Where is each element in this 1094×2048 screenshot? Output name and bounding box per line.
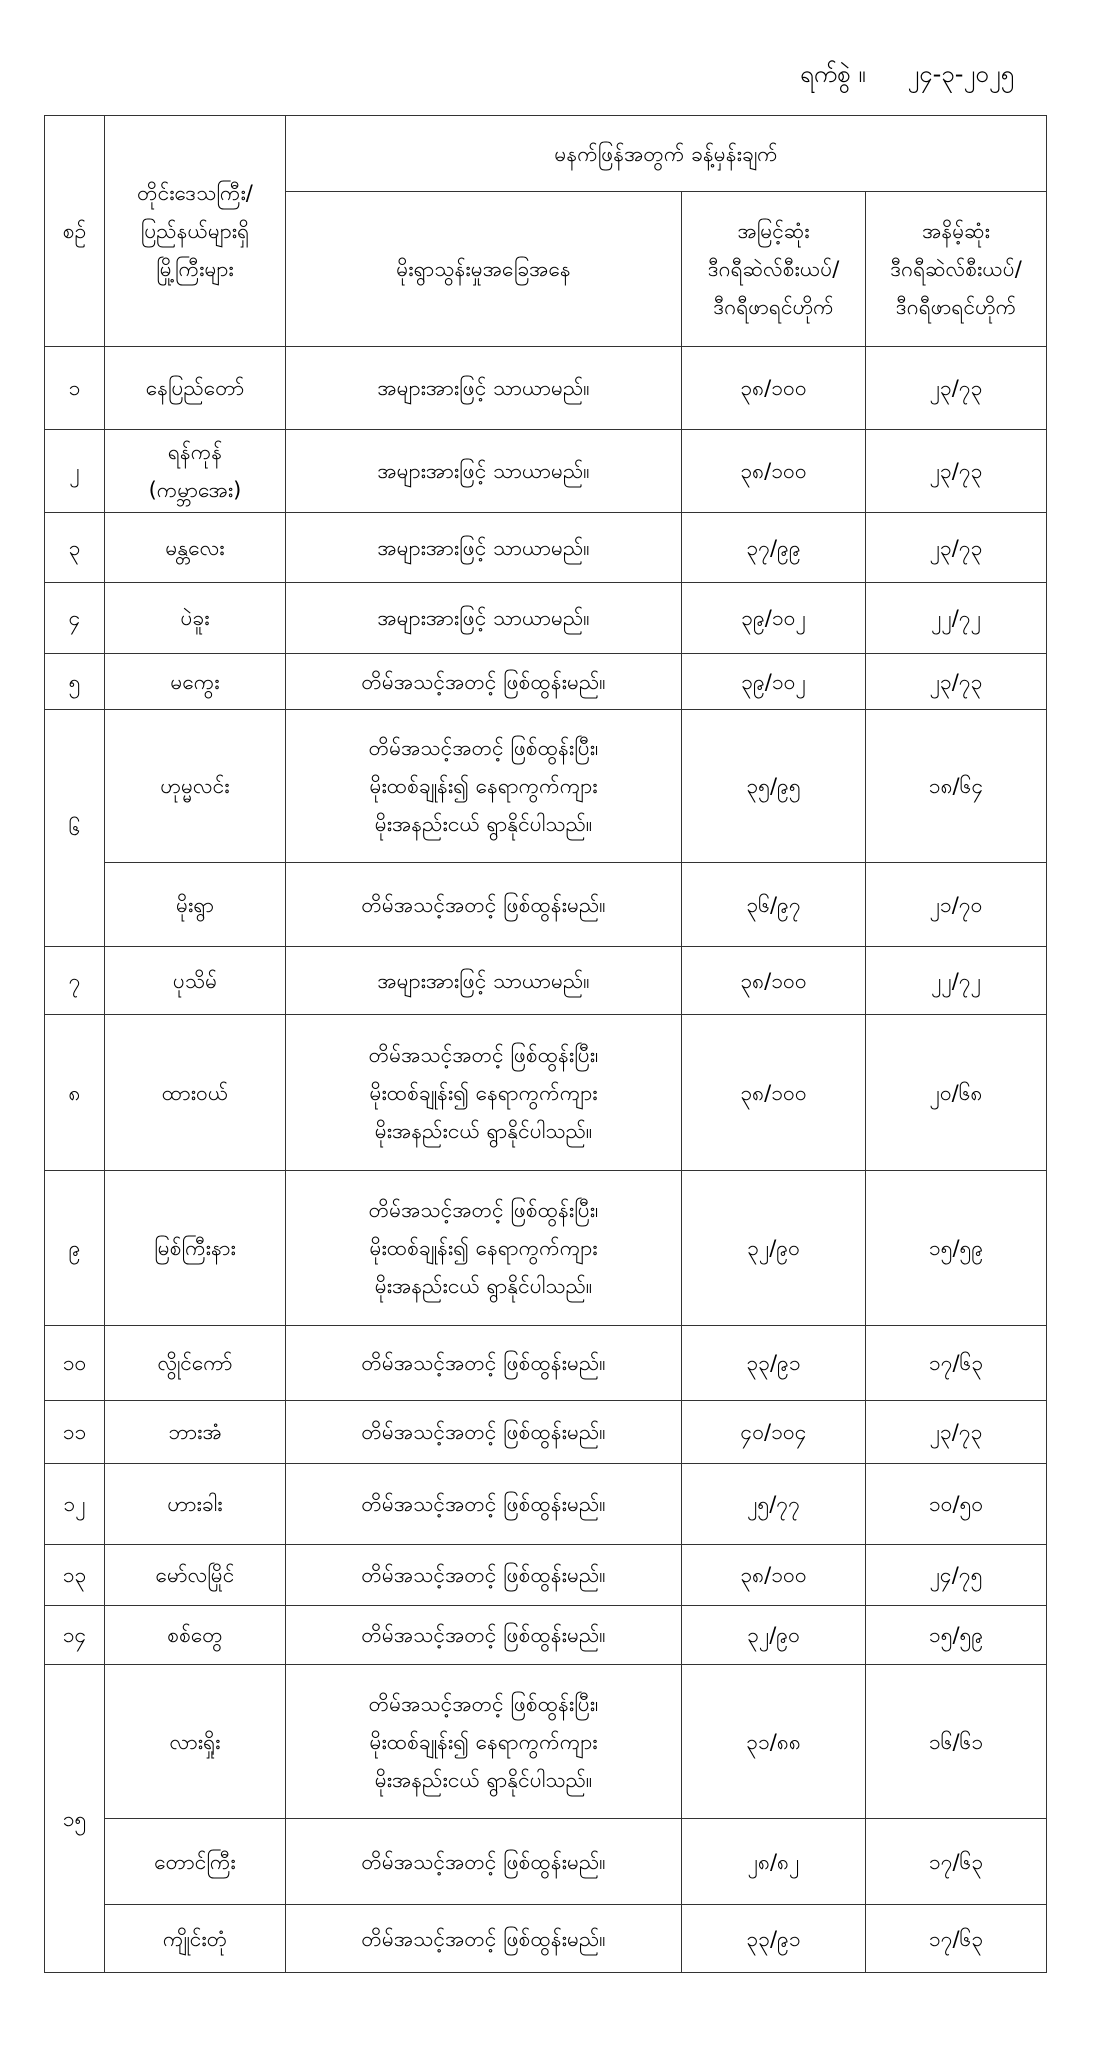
min-temp-cell: ၁၀/၅၀ bbox=[866, 1464, 1047, 1545]
condition-cell bbox=[286, 1665, 682, 1819]
condition-cell bbox=[286, 583, 682, 654]
condition-cell bbox=[286, 430, 682, 513]
condition-line: မိုးထစ်ချုန်း၍ နေရာကွက်ကျား bbox=[369, 1729, 598, 1754]
max-temp-cell: ၃၃/၉၁ bbox=[682, 1905, 866, 1973]
condition-line: တိမ်အသင့်အတင့် ဖြစ်ထွန်းမည်။ bbox=[361, 892, 606, 917]
city-line: မကွေး bbox=[170, 669, 220, 694]
condition-line: တိမ်အသင့်အတင့် ဖြစ်ထွန်းပြီး၊ bbox=[368, 1042, 599, 1067]
table-row bbox=[45, 430, 1047, 513]
serial-cell: ၅ bbox=[45, 654, 105, 710]
min-temp-cell: ၂၄/၇၅ bbox=[866, 1545, 1047, 1606]
table-row bbox=[45, 1545, 1047, 1606]
city-cell bbox=[105, 513, 286, 583]
city-line: ပဲခူး bbox=[180, 606, 210, 630]
table-row bbox=[45, 513, 1047, 583]
min-temp-cell: ၂၃/၇၃ bbox=[866, 654, 1047, 710]
city-cell bbox=[105, 1401, 286, 1464]
city-cell bbox=[105, 1171, 286, 1326]
serial-cell: ၁၀ bbox=[45, 1326, 105, 1401]
city-line: စစ်တွေ bbox=[167, 1623, 223, 1647]
city-line: ထားဝယ် bbox=[161, 1080, 229, 1105]
max-temp-cell: ၃၂/၉၀ bbox=[682, 1171, 866, 1326]
condition-line: တိမ်အသင့်အတင့် ဖြစ်ထွန်းမည်။ bbox=[361, 1926, 606, 1951]
city-cell bbox=[105, 1545, 286, 1606]
serial-cell: ၉ bbox=[45, 1171, 105, 1326]
serial-cell: ၁၄ bbox=[45, 1606, 105, 1665]
header-min-line: ဒီဂရီဖာရင်ဟိုက် bbox=[895, 295, 1017, 319]
max-temp-cell: ၃၂/၉၀ bbox=[682, 1606, 866, 1665]
header-forecast: မနက်ဖြန်အတွက် ခန့်မှန်းချက် bbox=[286, 116, 1047, 192]
city-cell bbox=[105, 1905, 286, 1973]
max-temp-cell: ၃၈/၁၀၀ bbox=[682, 347, 866, 430]
condition-cell bbox=[286, 1464, 682, 1545]
serial-cell: ၁၅ bbox=[45, 1665, 105, 1973]
max-temp-cell: ၃၈/၁၀၀ bbox=[682, 430, 866, 513]
condition-line: တိမ်အသင့်အတင့် ဖြစ်ထွန်းမည်။ bbox=[361, 1351, 606, 1375]
city-line: (ကမ္ဘာအေး) bbox=[148, 478, 242, 502]
condition-line: တိမ်အသင့်အတင့် ဖြစ်ထွန်းမည်။ bbox=[361, 1492, 606, 1516]
condition-cell bbox=[286, 1401, 682, 1464]
serial-cell: ၁၂ bbox=[45, 1464, 105, 1545]
city-cell bbox=[105, 654, 286, 710]
header-serial: စဉ် bbox=[45, 116, 105, 347]
condition-cell bbox=[286, 654, 682, 710]
condition-line: မိုးထစ်ချုန်း၍ နေရာကွက်ကျား bbox=[369, 1236, 598, 1260]
condition-line: မိုးအနည်းငယ် ရွာနိုင်ပါသည်။ bbox=[374, 1274, 593, 1298]
table-row bbox=[45, 1171, 1047, 1326]
condition-cell bbox=[286, 1326, 682, 1401]
condition-line: မိုးထစ်ချုန်း၍ နေရာကွက်ကျား bbox=[369, 774, 598, 798]
header-max-line: ဒီဂရီဆဲလ်စီးယပ်/ bbox=[707, 257, 840, 281]
min-temp-cell: ၂၁/၇၀ bbox=[866, 863, 1047, 947]
max-temp-cell: ၃၅/၉၅ bbox=[682, 710, 866, 863]
min-temp-cell: ၁၈/၆၄ bbox=[866, 710, 1047, 863]
min-temp-cell: ၂၃/၇၃ bbox=[866, 430, 1047, 513]
table-row bbox=[45, 347, 1047, 430]
header-region-line: ပြည်နယ်များရှိ bbox=[140, 219, 250, 243]
condition-line: တိမ်အသင့်အတင့် ဖြစ်ထွန်းပြီး၊ bbox=[368, 736, 599, 760]
condition-line: တိမ်အသင့်အတင့် ဖြစ်ထွန်းမည်။ bbox=[361, 1623, 606, 1647]
table-row bbox=[45, 1905, 1047, 1973]
serial-cell: ၃ bbox=[45, 513, 105, 583]
city-line: ဟုမ္မလင်း bbox=[160, 774, 230, 798]
table-body bbox=[45, 347, 1047, 1973]
city-line: ဘားအံ bbox=[168, 1420, 222, 1444]
min-temp-cell: ၁၅/၅၉ bbox=[866, 1606, 1047, 1665]
condition-cell bbox=[286, 1545, 682, 1606]
forecast-table bbox=[44, 115, 1047, 1973]
city-line: တောင်ကြီး bbox=[154, 1849, 236, 1874]
city-cell bbox=[105, 1326, 286, 1401]
max-temp-cell: ၃၈/၁၀၀ bbox=[682, 1015, 866, 1171]
table-row bbox=[45, 1606, 1047, 1665]
condition-cell bbox=[286, 947, 682, 1015]
city-cell bbox=[105, 1606, 286, 1665]
table-row bbox=[45, 1819, 1047, 1905]
header-min-line: အနိမ့်ဆုံး bbox=[922, 219, 990, 243]
condition-line: အများအားဖြင့် သာယာမည်။ bbox=[377, 968, 590, 993]
condition-cell bbox=[286, 1905, 682, 1973]
city-line: မြစ်ကြီးနား bbox=[154, 1236, 236, 1260]
city-cell bbox=[105, 710, 286, 863]
condition-cell bbox=[286, 1171, 682, 1326]
condition-line: အများအားဖြင့် သာယာမည်။ bbox=[377, 376, 590, 400]
city-cell bbox=[105, 347, 286, 430]
min-temp-cell: ၂၃/၇၃ bbox=[866, 347, 1047, 430]
min-temp-cell: ၂၀/၆၈ bbox=[866, 1015, 1047, 1171]
table-row bbox=[45, 863, 1047, 947]
table-row bbox=[45, 1464, 1047, 1545]
table-row bbox=[45, 710, 1047, 863]
max-temp-cell: ၄၀/၁၀၄ bbox=[682, 1401, 866, 1464]
condition-cell bbox=[286, 1015, 682, 1171]
header-region bbox=[105, 116, 286, 347]
header-region-line: တိုင်းဒေသကြီး/ bbox=[137, 181, 253, 205]
table-row bbox=[45, 1326, 1047, 1401]
city-cell bbox=[105, 1464, 286, 1545]
city-cell bbox=[105, 583, 286, 654]
header-condition: မိုးရွာသွန်းမှုအခြေအနေ bbox=[286, 192, 682, 347]
table-row bbox=[45, 1015, 1047, 1171]
min-temp-cell: ၁၆/၆၁ bbox=[866, 1665, 1047, 1819]
city-cell bbox=[105, 1819, 286, 1905]
condition-line: တိမ်အသင့်အတင့် ဖြစ်ထွန်းပြီး၊ bbox=[368, 1198, 599, 1222]
city-line: ကျိုင်းတုံ bbox=[162, 1926, 228, 1951]
header-max-line: အမြင့်ဆုံး bbox=[737, 219, 810, 243]
condition-line: မိုးအနည်းငယ် ရွာနိုင်ပါသည်။ bbox=[374, 1767, 593, 1792]
max-temp-cell: ၃၈/၁၀၀ bbox=[682, 947, 866, 1015]
city-cell bbox=[105, 863, 286, 947]
city-cell bbox=[105, 947, 286, 1015]
condition-line: အများအားဖြင့် သာယာမည်။ bbox=[377, 459, 590, 483]
city-cell bbox=[105, 1665, 286, 1819]
condition-line: အများအားဖြင့် သာယာမည်။ bbox=[377, 535, 590, 560]
condition-line: တိမ်အသင့်အတင့် ဖြစ်ထွန်းမည်။ bbox=[361, 1563, 606, 1587]
min-temp-cell: ၁၇/၆၃ bbox=[866, 1905, 1047, 1973]
city-line: မန္တလေး bbox=[165, 535, 225, 560]
city-cell bbox=[105, 430, 286, 513]
city-line: ရန်ကုန် bbox=[167, 440, 223, 464]
table-row bbox=[45, 947, 1047, 1015]
date-line bbox=[800, 58, 1014, 94]
condition-line: မိုးအနည်းငယ် ရွာနိုင်ပါသည်။ bbox=[374, 1118, 593, 1143]
city-line: မိုးရွာ bbox=[175, 892, 215, 917]
max-temp-cell: ၃၇/၉၉ bbox=[682, 513, 866, 583]
min-temp-cell: ၂၂/၇၂ bbox=[866, 947, 1047, 1015]
condition-cell bbox=[286, 863, 682, 947]
max-temp-cell: ၃၁/၈၈ bbox=[682, 1665, 866, 1819]
city-line: နေပြည်တော် bbox=[145, 376, 245, 400]
table-row bbox=[45, 1665, 1047, 1819]
max-temp-cell: ၃၃/၉၁ bbox=[682, 1326, 866, 1401]
condition-cell bbox=[286, 1819, 682, 1905]
serial-cell: ၇ bbox=[45, 947, 105, 1015]
condition-cell bbox=[286, 513, 682, 583]
header-max-line: ဒီဂရီဖာရင်ဟိုက် bbox=[713, 295, 834, 319]
condition-line: မိုးအနည်းငယ် ရွာနိုင်ပါသည်။ bbox=[374, 812, 593, 836]
max-temp-cell: ၂၅/၇၇ bbox=[682, 1464, 866, 1545]
max-temp-cell: ၃၉/၁၀၂ bbox=[682, 583, 866, 654]
header-region-line: မြို့ကြီးများ bbox=[156, 257, 234, 281]
table-row bbox=[45, 654, 1047, 710]
table-row bbox=[45, 583, 1047, 654]
max-temp-cell: ၃၈/၁၀၀ bbox=[682, 1545, 866, 1606]
serial-cell: ၈ bbox=[45, 1015, 105, 1171]
min-temp-cell: ၂၃/၇၃ bbox=[866, 513, 1047, 583]
city-line: ပုသိမ် bbox=[172, 968, 218, 993]
city-line: လွိုင်ကော် bbox=[157, 1351, 233, 1375]
condition-line: တိမ်အသင့်အတင့် ဖြစ်ထွန်းပြီး၊ bbox=[368, 1691, 599, 1716]
condition-line: အများအားဖြင့် သာယာမည်။ bbox=[377, 606, 590, 630]
city-line: ဟားခါး bbox=[167, 1492, 223, 1516]
min-temp-cell: ၂၂/၇၂ bbox=[866, 583, 1047, 654]
min-temp-cell: ၁၇/၆၃ bbox=[866, 1819, 1047, 1905]
condition-line: မိုးထစ်ချုန်း၍ နေရာကွက်ကျား bbox=[369, 1080, 598, 1105]
city-cell bbox=[105, 1015, 286, 1171]
min-temp-cell: ၂၃/၇၃ bbox=[866, 1401, 1047, 1464]
max-temp-cell: ၃၆/၉၇ bbox=[682, 863, 866, 947]
max-temp-cell: ၂၈/၈၂ bbox=[682, 1819, 866, 1905]
header-min-line: ဒီဂရီဆဲလ်စီးယပ်/ bbox=[890, 257, 1022, 281]
min-temp-cell: ၁၅/၅၉ bbox=[866, 1171, 1047, 1326]
table-row bbox=[45, 1401, 1047, 1464]
condition-line: တိမ်အသင့်အတင့် ဖြစ်ထွန်းမည်။ bbox=[361, 1420, 606, 1444]
condition-cell bbox=[286, 1606, 682, 1665]
city-line: လားရှိုး bbox=[169, 1729, 221, 1754]
serial-cell: ၁၃ bbox=[45, 1545, 105, 1606]
condition-line: တိမ်အသင့်အတင့် ဖြစ်ထွန်းမည်။ bbox=[361, 669, 606, 694]
city-line: မော်လမြိုင် bbox=[155, 1563, 235, 1587]
max-temp-cell: ၃၉/၁၀၂ bbox=[682, 654, 866, 710]
serial-cell: ၂ bbox=[45, 430, 105, 513]
header-max bbox=[682, 192, 866, 347]
serial-cell: ၁ bbox=[45, 347, 105, 430]
date-value: ၂၄-၃-၂၀၂၅ bbox=[907, 60, 1014, 88]
date-label: ရက်စွဲ ။ bbox=[800, 60, 866, 88]
header-min bbox=[866, 192, 1047, 347]
condition-line: တိမ်အသင့်အတင့် ဖြစ်ထွန်းမည်။ bbox=[361, 1849, 606, 1874]
min-temp-cell: ၁၇/၆၃ bbox=[866, 1326, 1047, 1401]
serial-cell: ၄ bbox=[45, 583, 105, 654]
condition-cell bbox=[286, 347, 682, 430]
condition-cell bbox=[286, 710, 682, 863]
serial-cell: ၆ bbox=[45, 710, 105, 947]
serial-cell: ၁၁ bbox=[45, 1401, 105, 1464]
